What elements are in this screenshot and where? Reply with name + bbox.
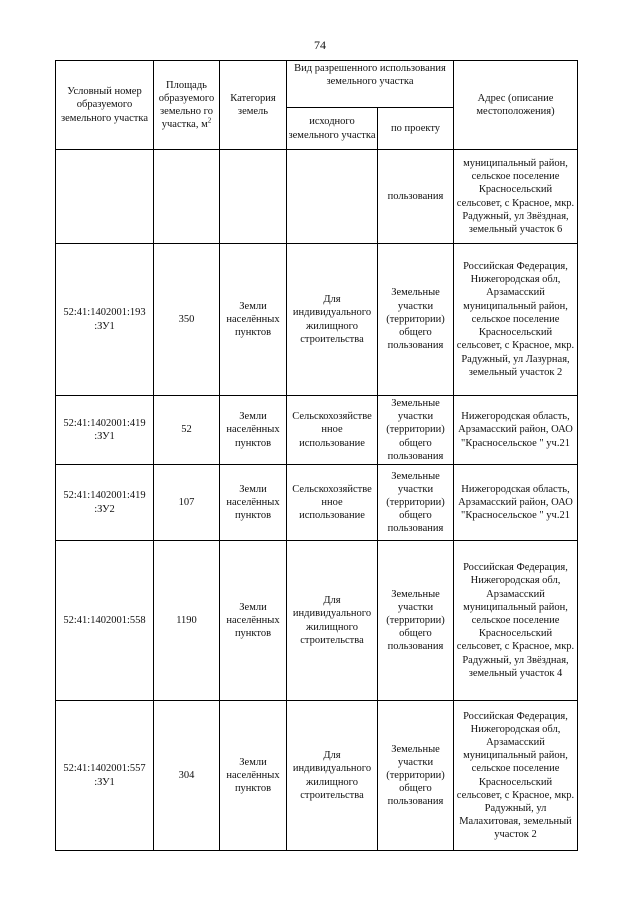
cell-category	[220, 150, 287, 244]
header-use-group: Вид разрешенного использования земельного участка	[287, 61, 454, 108]
header-address: Адрес (описание местоположения)	[454, 61, 578, 150]
cell-use-original: Сельскохозяйстве нное использование	[287, 396, 378, 465]
cell-cadastral: 52:41:1402001:558	[56, 541, 154, 701]
cell-address: Российская Федерация, Нижегородская обл, Арзамасский муниципальный район, сельское поселение Красносельский сельсовет, с Красное, мкр. Радужный, ул Лазурная, земельный участок 2	[454, 244, 578, 396]
cell-cadastral: 52:41:1402001:193 :ЗУ1	[56, 244, 154, 396]
page-number: 74	[314, 38, 326, 52]
header-area: Площадь образуемого земельно го участка, $м^2$	[154, 61, 220, 150]
table-row	[56, 701, 578, 851]
cell-use-original: Для индивидуального жилищного строительства	[287, 541, 378, 701]
cell-address: Нижегородская область, Арзамасский район, ОАО "Красносельское " уч.21	[454, 396, 578, 465]
cell-category: Земли населённых пунктов	[220, 701, 287, 851]
cell-address: Российская Федерация, Нижегородская обл, Арзамасский муниципальный район, сельское поселение Красносельский сельсовет, с Красное, мкр. Радужный, ул Малахитовая, земельный участок 2	[454, 701, 578, 851]
header-use-original: исходного земельного участка	[287, 108, 378, 150]
cell-use-project: Земельные участки (территории) общего пользования	[378, 701, 454, 851]
table-row	[56, 465, 578, 541]
cell-category: Земли населённых пунктов	[220, 396, 287, 465]
header-use-project: по проекту	[378, 108, 454, 150]
header-category: Категория земель	[220, 61, 287, 150]
cell-category: Земли населённых пунктов	[220, 541, 287, 701]
cell-use-original: Для индивидуального жилищного строительства	[287, 701, 378, 851]
cell-area: 1190	[154, 541, 220, 701]
cell-address: Нижегородская область, Арзамасский район, ОАО "Красносельское " уч.21	[454, 465, 578, 541]
cell-cadastral: 52:41:1402001:419 :ЗУ1	[56, 396, 154, 465]
cell-address: Российская Федерация, Нижегородская обл, Арзамасский муниципальный район, сельское поселение Красносельский сельсовет, с Красное, мкр. Радужный, ул Звёздная, земельный участок 4	[454, 541, 578, 701]
cell-area: 304	[154, 701, 220, 851]
cell-use-project: пользования	[378, 150, 454, 244]
cell-address: муниципальный район, сельское поселение Красносельский сельсовет, с Красное, мкр. Радужный, ул Звёздная, земельный участок 6	[454, 150, 578, 244]
table-row	[56, 244, 578, 396]
cell-cadastral	[56, 150, 154, 244]
cell-use-project: Земельные участки (территории) общего пользования	[378, 541, 454, 701]
land-plots-table	[55, 60, 578, 851]
cell-cadastral: 52:41:1402001:557 :ЗУ1	[56, 701, 154, 851]
cell-use-project: Земельные участки (территории) общего пользования	[378, 396, 454, 465]
cell-use-original: Для индивидуального жилищного строительства	[287, 244, 378, 396]
cell-category: Земли населённых пунктов	[220, 465, 287, 541]
cell-category: Земли населённых пунктов	[220, 244, 287, 396]
cell-cadastral: 52:41:1402001:419 :ЗУ2	[56, 465, 154, 541]
cell-area	[154, 150, 220, 244]
header-cadastral: Условный номер образуемого земельного участка	[56, 61, 154, 150]
table-header	[56, 61, 578, 150]
table-row	[56, 396, 578, 465]
table-row	[56, 150, 578, 244]
cell-area: 52	[154, 396, 220, 465]
cell-use-original	[287, 150, 378, 244]
cell-use-project: Земельные участки (территории) общего пользования	[378, 244, 454, 396]
cell-use-original: Сельскохозяйстве нное использование	[287, 465, 378, 541]
cell-use-project: Земельные участки (территории) общего пользования	[378, 465, 454, 541]
cell-area: 350	[154, 244, 220, 396]
cell-area: 107	[154, 465, 220, 541]
table-row	[56, 541, 578, 701]
